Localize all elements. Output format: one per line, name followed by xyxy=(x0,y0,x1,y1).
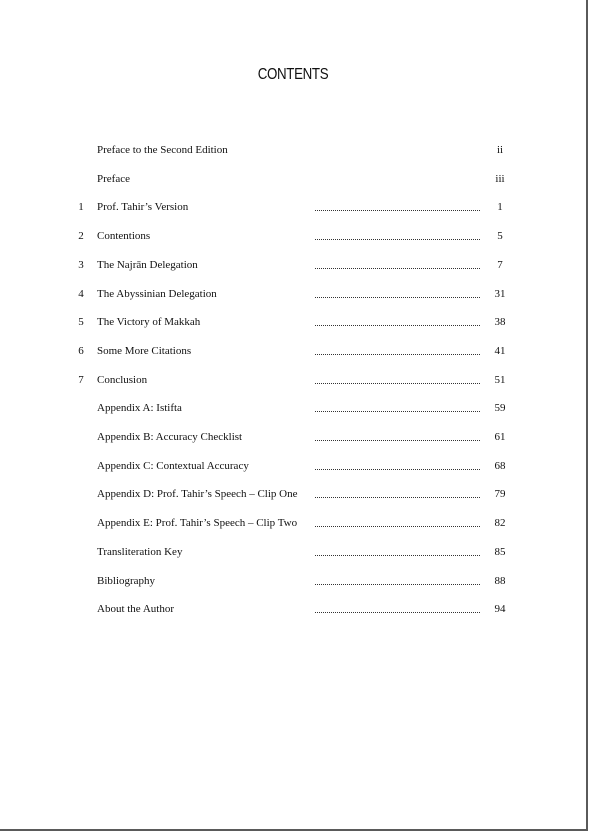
dot-leader xyxy=(315,239,480,240)
dot-leader xyxy=(315,383,480,384)
dot-leader xyxy=(315,440,480,441)
entry-title: Appendix C: Contextual Accuracy xyxy=(97,459,249,472)
chapter-number: 2 xyxy=(78,230,84,243)
page-number: 94 xyxy=(494,603,506,616)
toc-entry xyxy=(0,314,586,330)
entry-title: Conclusion xyxy=(97,373,148,386)
dot-leader xyxy=(315,354,480,355)
dot-leader xyxy=(315,612,480,613)
entry-title: Prof. Tahir’s Version xyxy=(97,201,189,214)
dot-leader xyxy=(315,555,480,556)
toc-entry xyxy=(0,343,586,359)
toc-entry xyxy=(0,257,586,273)
entry-title: The Abyssinian Delegation xyxy=(97,287,217,300)
dot-leader xyxy=(315,210,480,211)
toc-entry xyxy=(0,544,586,560)
toc-entry xyxy=(0,458,586,474)
chapter-number: 4 xyxy=(78,287,84,300)
page-title: CONTENTS xyxy=(257,66,329,83)
toc-entry xyxy=(0,171,586,187)
toc-entry xyxy=(0,400,586,416)
page-number: 41 xyxy=(494,344,506,357)
toc-entry xyxy=(0,573,586,589)
page-number: 88 xyxy=(494,574,506,587)
toc-entry xyxy=(0,199,586,215)
entry-title: Preface xyxy=(97,172,130,185)
chapter-number: 7 xyxy=(78,373,84,386)
entry-title: Appendix B: Accuracy Checklist xyxy=(97,431,243,443)
toc-entry xyxy=(0,286,586,302)
entry-title: Preface to the Second Edition xyxy=(97,144,228,156)
page-number: 1 xyxy=(497,201,503,214)
page-number: iii xyxy=(495,172,505,185)
dot-leader xyxy=(315,297,480,298)
entry-title: The Najrān Delegation xyxy=(97,258,198,271)
page-number: 7 xyxy=(497,258,503,271)
entry-title: Transliteration Key xyxy=(97,545,183,558)
page-number: 5 xyxy=(497,230,503,243)
entry-title: Contentions xyxy=(97,230,151,243)
page-number: 79 xyxy=(494,488,506,501)
entry-title: Appendix E: Prof. Tahir’s Speech – Clip Two xyxy=(97,517,298,530)
toc-entry xyxy=(0,486,586,502)
entry-title: Appendix D: Prof. Tahir’s Speech – Clip One xyxy=(97,488,298,501)
toc-entry xyxy=(0,515,586,531)
chapter-number: 3 xyxy=(78,258,84,271)
page-number: 82 xyxy=(494,517,506,530)
entry-title: About the Author xyxy=(97,603,174,616)
toc-entry xyxy=(0,429,586,445)
page-number: 59 xyxy=(494,402,506,415)
dot-leader xyxy=(315,584,480,585)
dot-leader xyxy=(315,268,480,269)
dot-leader xyxy=(315,411,480,412)
page-number: 61 xyxy=(494,431,506,443)
entry-title: The Victory of Makkah xyxy=(97,316,201,329)
page-number: 68 xyxy=(494,459,506,472)
toc-entry xyxy=(0,372,586,388)
chapter-number: 1 xyxy=(78,201,84,214)
page-number: ii xyxy=(496,144,504,156)
chapter-number: 5 xyxy=(78,316,84,329)
chapter-number: 6 xyxy=(78,344,84,357)
toc-entry xyxy=(0,601,586,617)
dot-leader xyxy=(315,497,480,498)
entry-title: Appendix A: Istifta xyxy=(97,402,182,415)
page-number: 31 xyxy=(494,287,506,300)
toc-entry xyxy=(0,142,586,158)
dot-leader xyxy=(315,325,480,326)
page-number: 51 xyxy=(494,373,506,386)
dot-leader xyxy=(315,526,480,527)
dot-leader xyxy=(315,469,480,470)
page-number: 38 xyxy=(494,316,506,329)
entry-title: Some More Citations xyxy=(97,344,192,357)
toc-entry xyxy=(0,228,586,244)
entry-title: Bibliography xyxy=(97,574,156,587)
page-number: 85 xyxy=(494,545,506,558)
